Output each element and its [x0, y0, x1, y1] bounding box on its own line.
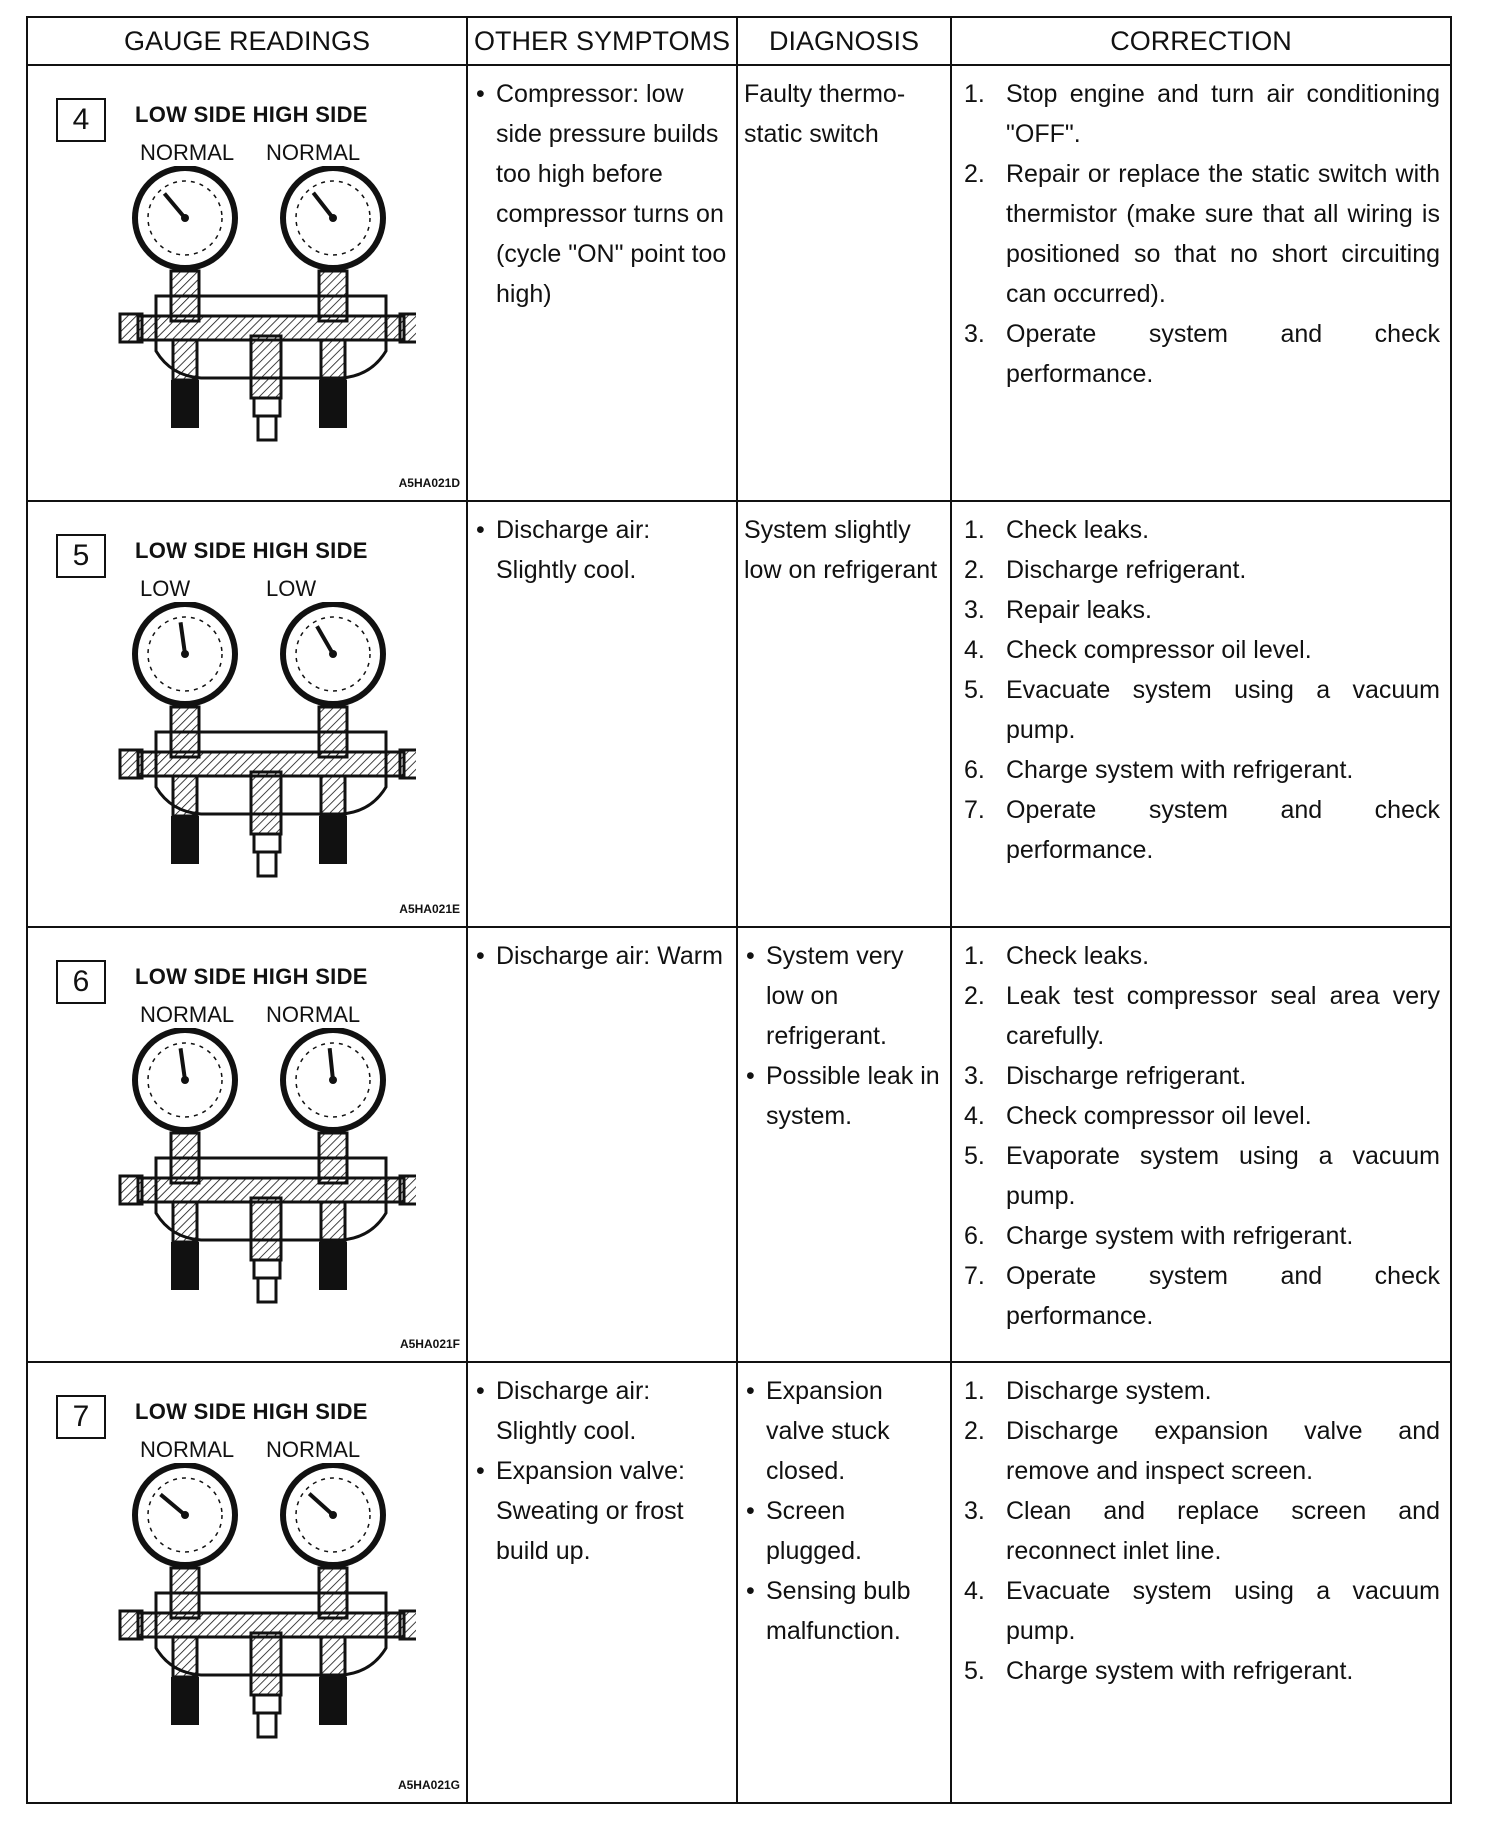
manifold-gauge-illustration: [116, 602, 416, 882]
symptom-list: [468, 502, 736, 590]
step-text: Operate system and check performance.: [1006, 1262, 1440, 1330]
step-number: 5.: [964, 676, 985, 704]
correction-step: [960, 1056, 1440, 1096]
case-number: 6: [56, 960, 106, 1004]
correction-step: [960, 154, 1440, 314]
step-number: 6.: [964, 756, 985, 784]
figure-code: A5HA021F: [399, 1337, 460, 1351]
diagnosis-item: • System very low on refrigerant.: [744, 936, 946, 1056]
correction-step: [960, 510, 1440, 550]
other-symptoms-cell: [467, 65, 737, 501]
step-text: Discharge refrigerant.: [1006, 556, 1247, 584]
manifold-gauge-illustration: [116, 1028, 416, 1308]
step-text: Evacuate system using a vacuum pump.: [1006, 1577, 1440, 1645]
diagnosis-text: System slightly low on refrigerant: [744, 516, 938, 584]
gauge-readings-cell: [27, 927, 467, 1362]
step-text: Discharge refrigerant.: [1006, 1062, 1247, 1090]
high-side-reading: NORMAL: [266, 140, 361, 165]
low-side-gauge: [135, 1465, 235, 1565]
diagnosis-item: • Expansion valve stuck closed.: [744, 1371, 946, 1491]
step-text: Operate system and check performance.: [1006, 796, 1440, 864]
low-side-reading: NORMAL: [140, 1002, 235, 1027]
step-text: Check compressor oil level.: [1006, 1102, 1312, 1130]
step-number: 3.: [964, 320, 985, 348]
correction-step: [960, 1136, 1440, 1216]
diagnosis-row: [27, 65, 1451, 501]
step-text: Evaporate system using a vacuum pump.: [1006, 1142, 1440, 1210]
correction-step: [960, 314, 1440, 394]
correction-step: [960, 1256, 1440, 1336]
correction-cell: [951, 927, 1451, 1362]
step-text: Leak test compressor seal area very carefully.: [1006, 982, 1440, 1050]
side-labels: LOW SIDE HIGH SIDE: [135, 538, 368, 563]
header-diagnosis: DIAGNOSIS: [737, 17, 951, 65]
high-side-gauge: [283, 604, 383, 704]
high-side-gauge: [283, 168, 383, 268]
step-text: Repair leaks.: [1006, 596, 1152, 624]
diagnosis-item: • Screen plugged.: [744, 1491, 946, 1571]
symptom-item: • Discharge air: Warm: [474, 936, 732, 976]
diagnosis-cell: [737, 501, 951, 927]
diagnosis-item: • Sensing bulb malfunction.: [744, 1571, 946, 1651]
correction-step: [960, 1411, 1440, 1491]
correction-steps: [952, 66, 1450, 394]
step-number: 2.: [964, 556, 985, 584]
other-symptoms-cell: [467, 501, 737, 927]
figure-code: A5HA021D: [398, 476, 460, 490]
step-number: 6.: [964, 1222, 985, 1250]
symptom-item: • Discharge air: Slightly cool.: [474, 510, 732, 590]
high-side-gauge: [283, 1030, 383, 1130]
correction-step: [960, 750, 1440, 790]
step-number: 1.: [964, 942, 985, 970]
diagnosis-cell: [737, 1362, 951, 1803]
figure-code: A5HA021E: [399, 902, 460, 916]
step-number: 2.: [964, 982, 985, 1010]
step-number: 3.: [964, 1497, 985, 1525]
step-number: 1.: [964, 1377, 985, 1405]
diagnosis-row: [27, 927, 1451, 1362]
diagnosis-table: [26, 16, 1452, 1804]
correction-step: [960, 550, 1440, 590]
step-number: 5.: [964, 1142, 985, 1170]
step-number: 5.: [964, 1657, 985, 1685]
figure-code: A5HA021G: [397, 1778, 460, 1792]
step-text: Charge system with refrigerant.: [1006, 1657, 1354, 1685]
low-side-reading: LOW: [140, 576, 191, 601]
other-symptoms-cell: [467, 927, 737, 1362]
correction-step: [960, 1651, 1440, 1691]
gauge-readings-cell: [27, 1362, 467, 1803]
header-gauge-readings: GAUGE READINGS: [27, 17, 467, 65]
gauge-readings-cell: [27, 501, 467, 927]
step-number: 4.: [964, 1102, 985, 1130]
side-labels: LOW SIDE HIGH SIDE: [135, 102, 368, 127]
step-text: Repair or replace the static switch with thermistor (make sure that all wiring is positioned so that no short circuiting can occurred).: [1006, 160, 1440, 308]
step-number: 1.: [964, 516, 985, 544]
case-number: 5: [56, 534, 106, 578]
correction-cell: [951, 65, 1451, 501]
other-symptoms-cell: [467, 1362, 737, 1803]
low-side-gauge: [135, 168, 235, 268]
step-text: Check compressor oil level.: [1006, 636, 1312, 664]
manifold-gauge-illustration: [116, 166, 416, 446]
case-number: 4: [56, 98, 106, 142]
diagnosis-row: [27, 501, 1451, 927]
correction-step: [960, 590, 1440, 630]
symptom-item: • Expansion valve: Sweating or frost build up.: [474, 1451, 732, 1571]
correction-step: [960, 1571, 1440, 1651]
correction-step: [960, 1216, 1440, 1256]
diagnosis-cell: [737, 927, 951, 1362]
correction-cell: [951, 501, 1451, 927]
step-number: 1.: [964, 80, 985, 108]
correction-steps: [952, 502, 1450, 870]
correction-step: [960, 1491, 1440, 1571]
symptom-list: [468, 66, 736, 314]
symptom-item: • Discharge air: Slightly cool.: [474, 1371, 732, 1451]
case-number: 7: [56, 1395, 106, 1439]
step-text: Charge system with refrigerant.: [1006, 756, 1354, 784]
correction-step: [960, 1096, 1440, 1136]
step-number: 4.: [964, 636, 985, 664]
high-side-reading: NORMAL: [266, 1002, 361, 1027]
step-text: Clean and replace screen and reconnect inlet line.: [1006, 1497, 1440, 1565]
header-other-symptoms: OTHER SYMPTOMS: [467, 17, 737, 65]
step-text: Check leaks.: [1006, 516, 1150, 544]
header-row: [27, 17, 1451, 65]
correction-steps: [952, 1363, 1450, 1691]
correction-steps: [952, 928, 1450, 1336]
side-labels: LOW SIDE HIGH SIDE: [135, 1399, 368, 1424]
manifold-gauge-illustration: [116, 1463, 416, 1743]
symptom-item: • Compressor: low side pressure builds too high before compressor turns on (cycle "ON" point too high): [474, 74, 732, 314]
diagnosis-item: • Possible leak in system.: [744, 1056, 946, 1136]
low-side-reading: NORMAL: [140, 1437, 235, 1462]
symptom-list: [468, 1363, 736, 1571]
high-side-reading: NORMAL: [266, 1437, 361, 1462]
diagnosis-list: [738, 1363, 950, 1651]
high-side-reading: LOW: [266, 576, 317, 601]
step-text: Stop engine and turn air conditioning "OFF".: [1006, 80, 1440, 148]
diagnosis-list: [738, 928, 950, 1136]
step-number: 7.: [964, 796, 985, 824]
side-labels: LOW SIDE HIGH SIDE: [135, 964, 368, 989]
step-number: 2.: [964, 160, 985, 188]
correction-step: [960, 630, 1440, 670]
high-side-gauge: [283, 1465, 383, 1565]
correction-step: [960, 74, 1440, 154]
low-side-gauge: [135, 604, 235, 704]
header-correction: CORRECTION: [951, 17, 1451, 65]
correction-step: [960, 936, 1440, 976]
correction-step: [960, 670, 1440, 750]
step-text: Operate system and check performance.: [1006, 320, 1440, 388]
correction-step: [960, 976, 1440, 1056]
step-text: Charge system with refrigerant.: [1006, 1222, 1354, 1250]
gauge-readings-cell: [27, 65, 467, 501]
symptom-list: [468, 928, 736, 976]
correction-step: [960, 1371, 1440, 1411]
step-number: 3.: [964, 596, 985, 624]
low-side-gauge: [135, 1030, 235, 1130]
diagnosis-cell: [737, 65, 951, 501]
step-number: 4.: [964, 1577, 985, 1605]
step-text: Check leaks.: [1006, 942, 1150, 970]
diagnosis-text: Faulty thermo-static switch: [744, 80, 906, 148]
correction-step: [960, 790, 1440, 870]
step-text: Discharge expansion valve and remove and inspect screen.: [1006, 1417, 1440, 1485]
correction-cell: [951, 1362, 1451, 1803]
diagnosis-row: [27, 1362, 1451, 1803]
step-number: 2.: [964, 1417, 985, 1445]
step-number: 3.: [964, 1062, 985, 1090]
step-text: Evacuate system using a vacuum pump.: [1006, 676, 1440, 744]
step-text: Discharge system.: [1006, 1377, 1212, 1405]
low-side-reading: NORMAL: [140, 140, 235, 165]
step-number: 7.: [964, 1262, 985, 1290]
